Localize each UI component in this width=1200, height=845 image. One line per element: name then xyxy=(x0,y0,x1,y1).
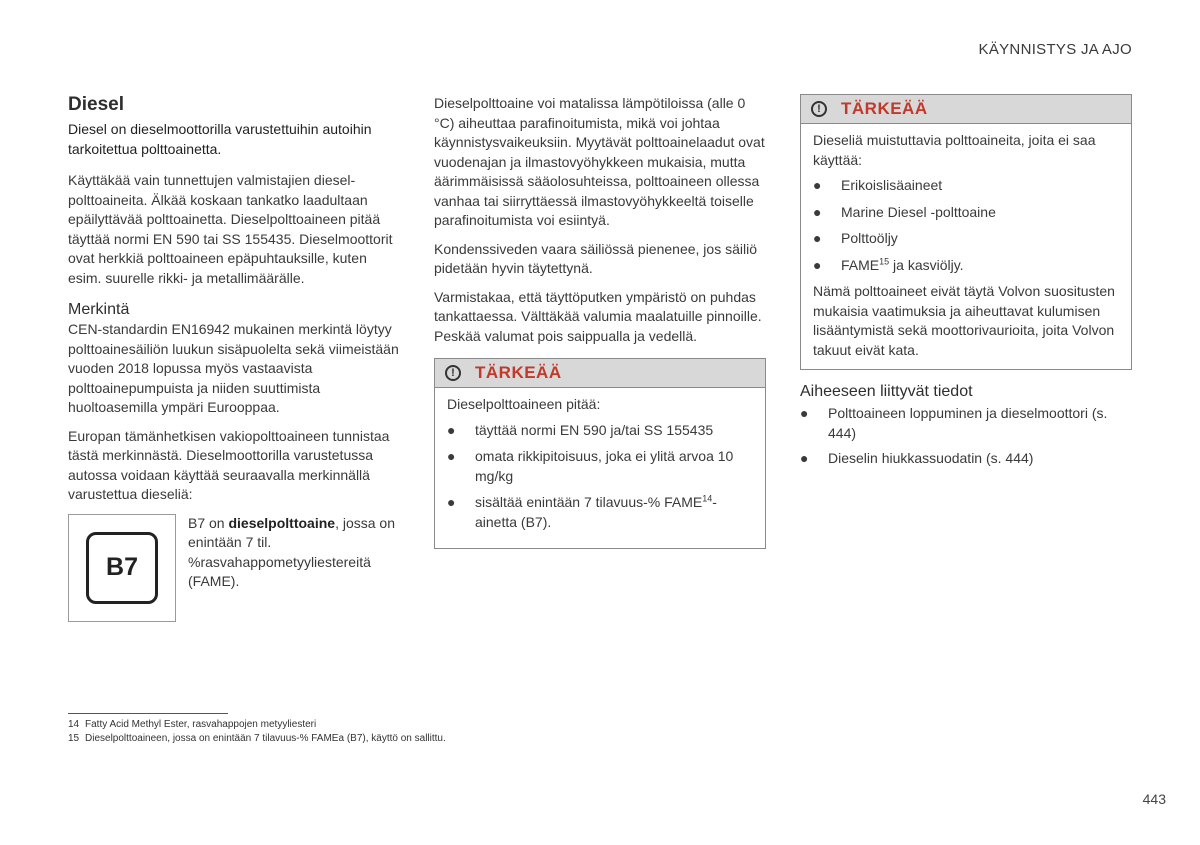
b7-description xyxy=(188,514,403,622)
footnote-ref-15: 15 xyxy=(879,255,890,266)
warning-title: TÄRKEÄÄ xyxy=(841,99,928,118)
column-left xyxy=(68,94,403,622)
related-title: Aiheeseen liittyvät tiedot xyxy=(800,383,973,400)
related-list xyxy=(800,404,1132,469)
b7-label-text: B7 xyxy=(106,553,138,581)
requirements-list xyxy=(447,421,753,533)
warning-intro: Dieselpolttoaineen pitää: xyxy=(447,396,601,412)
list-item: ● Polttoöljy xyxy=(813,229,1119,249)
bullet-icon: ● xyxy=(813,230,822,246)
b7-text-post: , jossa on enintään 7 til. %rasvahappometyyliestereitä (FAME). xyxy=(188,514,395,589)
paragraph-fuel-quality: Käyttäkää vain tunnettujen valmistajien diesel-polttoaineita. Älkää koskaan tankatko laadultaan epäilyttävää polttoainetta. Dieselpolttoaineen pitää täyttää normi EN 590 tai SS 155435. Dieselmoottorit ovat herkkiä polttoaineen epäpuhtauksille, kuten esim. suurelle rikki- ja metallimäärälle. xyxy=(68,172,393,286)
column-middle xyxy=(434,94,766,549)
list-item: ● sisältää enintään 7 tilavuus-% FAME$^{14}$-ainetta (B7). xyxy=(447,493,753,532)
bullet-icon: ● xyxy=(447,421,456,438)
exclamation-icon: ! xyxy=(445,365,461,381)
column-right xyxy=(800,94,1132,475)
list-item: ● Marine Diesel -polttoaine xyxy=(813,203,1119,223)
forbidden-fuels-list xyxy=(813,176,1119,275)
b7-marking-row xyxy=(68,514,403,622)
footnote-divider xyxy=(68,713,228,714)
related-info xyxy=(800,382,1132,469)
warning-body xyxy=(801,124,1131,369)
bullet-icon: ● xyxy=(813,256,822,273)
list-item: ● FAME$^{15}$ ja kasviöljy. xyxy=(813,256,1119,276)
b7-image-frame xyxy=(68,514,176,622)
paragraph-marking-identify: Europan tämänhetkisen vakiopolttoaineen tunnistaa tästä merkinnästä. Dieselmoottorilla varustetussa autossa voidaan käyttää seuraavalla merkinnällä varustettua dieseliä: xyxy=(68,427,390,502)
warning-outro: Nämä polttoaineet eivät täytä Volvon suositusten mukaisia vaatimuksia ja aiheuttavat kulumisen lisääntymistä sekä moottorivaurioita, joita Volvon takuut eivät kata. xyxy=(813,283,1115,358)
bullet-icon: ● xyxy=(447,494,456,510)
warning-header xyxy=(435,359,765,388)
footnote-ref-14: 14 xyxy=(702,493,713,504)
b7-text-pre: B7 on xyxy=(188,514,229,531)
paragraph-paraffin: Dieselpolttoaine voi matalissa lämpötiloissa (alle 0 °C) aiheuttaa parafinoitumista, mikä voi johtaa käynnistysvaikeuksiin. Myytävät polttoainelaadut ovat vuodenajan ja ilmastovyöhykkeen mukaisia, mutta äärimmäisissä sääolosuhteissa, polttoaineen ollessa vanhaa tai siirryttäessä ilmastovyöhykkeeltä toiselle parafinoitumista voi esiintyä. xyxy=(434,95,765,228)
footnote-15: 15 Dieselpolttoaineen, jossa on enintään 7 tilavuus-% FAMEa (B7), käyttö on sallittu. xyxy=(68,733,446,744)
bullet-icon: ● xyxy=(447,448,456,464)
paragraph-refuel-clean: Varmistakaa, että täyttöputken ympäristö on puhdas tankattaessa. Välttäkää valumia maalatuille pinnoille. Peskää valumat pois saippualla ja vedellä. xyxy=(434,288,762,344)
b7-text-bold: dieselpolttoaine xyxy=(228,514,336,531)
section-header: KÄYNNISTYS JA AJO xyxy=(978,41,1132,58)
list-item: ● omata rikkipitoisuus, joka ei ylitä arvoa 10 mg/kg xyxy=(447,447,753,486)
warning-box-requirements xyxy=(434,358,766,549)
list-item: ● Erikoislisäaineet xyxy=(813,176,1119,196)
warning-intro: Dieseliä muistuttavia polttoaineita, joita ei saa käyttää: xyxy=(813,132,1096,168)
page-number: 443 xyxy=(1142,791,1166,807)
warning-header xyxy=(801,95,1131,124)
bullet-icon: ● xyxy=(800,450,809,466)
related-link-fuel-running-out[interactable]: ● Polttoaineen loppuminen ja dieselmoottori (s. 444) xyxy=(800,404,1132,443)
exclamation-icon: ! xyxy=(811,101,827,117)
warning-title: TÄRKEÄÄ xyxy=(475,363,562,382)
subheading-marking: Merkintä xyxy=(68,301,130,318)
b7-fuel-label-icon xyxy=(86,532,158,604)
bullet-icon: ● xyxy=(813,177,822,193)
footnotes xyxy=(68,718,446,746)
warning-body xyxy=(435,388,765,548)
list-item: ● täyttää normi EN 590 ja/tai SS 155435 xyxy=(447,421,753,441)
bullet-icon: ● xyxy=(813,203,822,220)
bullet-icon: ● xyxy=(800,405,809,421)
paragraph-condensation: Kondenssiveden vaara säiliössä pienenee, jos säiliö pidetään hyvin täytettynä. xyxy=(434,240,757,276)
paragraph-cen-standard: CEN-standardin EN16942 mukainen merkintä löytyy polttoainesäiliön luukun sisäpuolelta sekä viimeistään vuoden 2018 lopussa myös vastaavista polttoainepumpuista ja niiden suuttimista huoltoasemilla ympäri Eurooppaa. xyxy=(68,321,399,415)
footnote-14: 14 Fatty Acid Methyl Ester, rasvahappojen metyyliesteri xyxy=(68,719,317,730)
page-title: Diesel xyxy=(68,94,124,115)
related-link-particulate-filter[interactable]: ● Dieselin hiukkassuodatin (s. 444) xyxy=(800,449,1132,469)
lead-paragraph: Diesel on dieselmoottorilla varustettuihin autoihin tarkoitettua polttoainetta. xyxy=(68,121,372,157)
warning-box-forbidden-fuels xyxy=(800,94,1132,370)
